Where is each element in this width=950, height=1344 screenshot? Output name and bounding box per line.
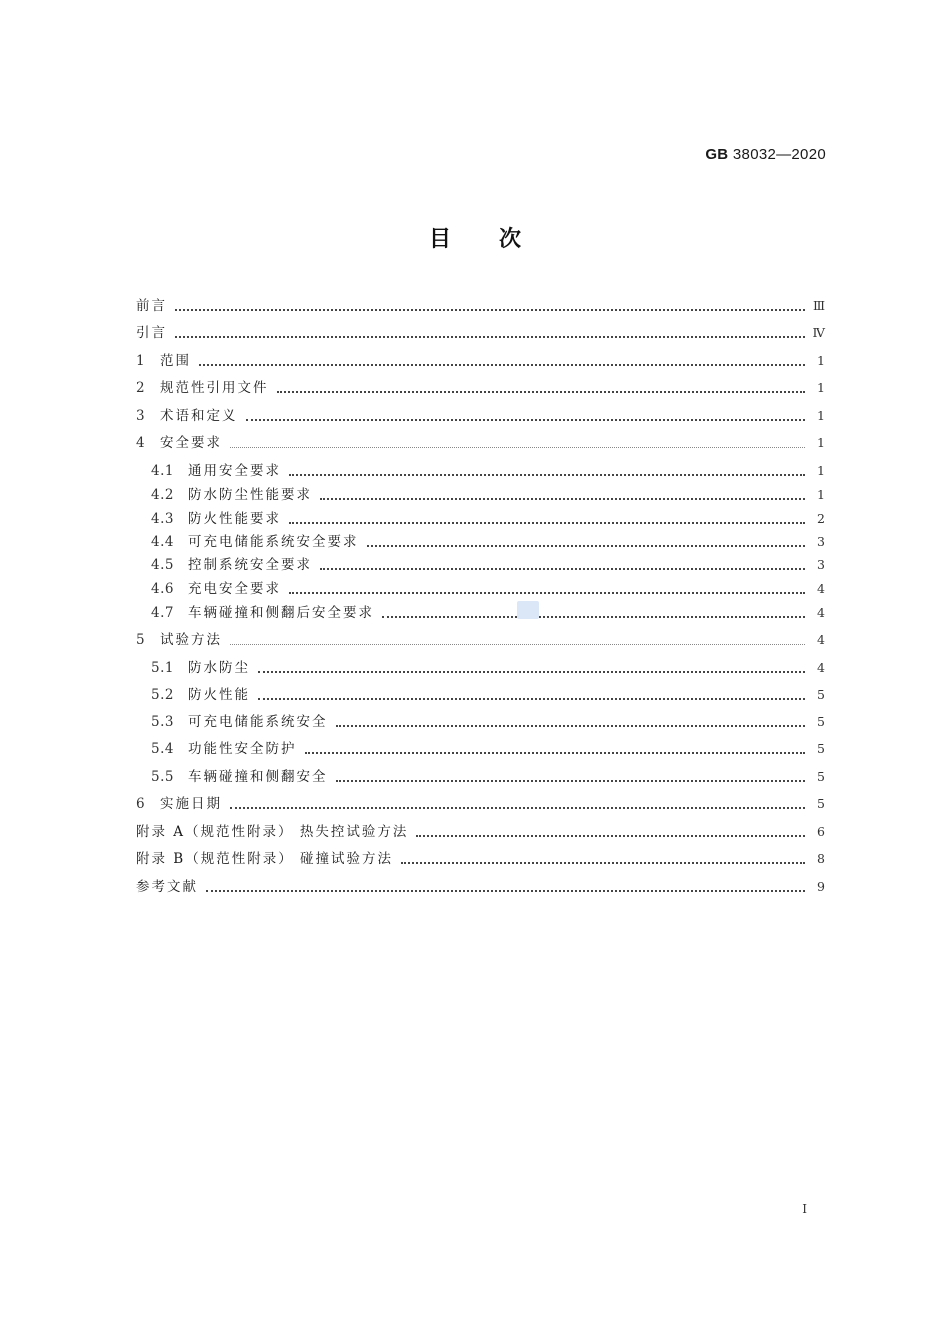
toc-entry-label: 车辆碰撞和侧翻后安全要求 — [188, 605, 374, 621]
toc-entry-number: 4.6 — [151, 581, 174, 597]
toc-entry-label: 通用安全要求 — [188, 463, 281, 479]
toc-leader-dots — [206, 890, 805, 892]
toc-entry-page: 1 — [817, 463, 825, 478]
toc-entry[interactable] — [151, 485, 825, 505]
toc-entry-page: 1 — [817, 380, 825, 395]
toc-entry-page: Ⅳ — [812, 325, 825, 340]
toc-entry-number: 3 — [136, 408, 146, 424]
toc-entry-label: 实施日期 — [160, 796, 222, 812]
toc-entry-page: 4 — [817, 632, 825, 647]
toc-entry-page: 3 — [817, 557, 825, 572]
toc-entry-label: 车辆碰撞和侧翻安全 — [188, 769, 328, 785]
standard-number — [705, 146, 826, 163]
toc-entry-label: 功能性安全防护 — [188, 741, 297, 757]
toc-entry[interactable] — [136, 296, 825, 316]
toc-leader-dots — [175, 336, 805, 338]
toc-entry[interactable] — [136, 351, 825, 371]
toc-entry-page: 8 — [817, 851, 825, 866]
toc-entry-page: 5 — [817, 741, 825, 756]
toc-entry-number: 5 — [136, 632, 146, 648]
standard-prefix: GB — [705, 146, 729, 163]
toc-entry-page: 6 — [817, 824, 825, 839]
toc-leader-dots — [305, 752, 806, 754]
toc-entry[interactable] — [151, 509, 825, 529]
toc-entry[interactable] — [136, 877, 825, 897]
toc-entry-number: 4.1 — [151, 463, 174, 479]
toc-leader-dots — [416, 835, 805, 837]
toc-entry-number: 2 — [136, 380, 146, 396]
toc-entry-number: 1 — [136, 353, 146, 369]
toc-leader-dots — [258, 698, 805, 700]
toc-entry[interactable] — [136, 433, 825, 453]
toc-entry[interactable] — [151, 461, 825, 481]
toc-leader-dots — [246, 419, 806, 421]
toc-entry-page: 1 — [817, 353, 825, 368]
toc-entry-page: 5 — [817, 687, 825, 702]
toc-entry[interactable] — [151, 685, 825, 705]
toc-leader-dots — [320, 568, 805, 570]
toc-leader-dots — [230, 447, 805, 448]
toc-entry-number: 5.3 — [151, 714, 174, 730]
toc-entry-label: 试验方法 — [160, 632, 222, 648]
toc-entry-page: 4 — [817, 660, 825, 675]
toc-entry-number: 5.4 — [151, 741, 174, 757]
toc-entry-page: 4 — [817, 581, 825, 596]
toc-entry-number: 5.2 — [151, 687, 174, 703]
toc-leader-dots — [320, 498, 805, 500]
toc-leader-dots — [199, 364, 805, 366]
toc-entry-label: 规范性引用文件 — [160, 380, 269, 396]
page-title: 目次 — [428, 227, 569, 252]
toc-entry[interactable] — [151, 712, 825, 732]
toc-entry-number: 4.4 — [151, 534, 174, 550]
toc-leader-dots — [367, 545, 806, 547]
toc-leader-dots — [277, 391, 806, 393]
toc-leader-dots — [382, 616, 805, 618]
toc-entry-label: 可充电储能系统安全要求 — [188, 534, 359, 550]
toc-entry-number: 6 — [136, 796, 146, 812]
toc-entry[interactable] — [151, 767, 825, 787]
toc-entry-page: 1 — [817, 487, 825, 502]
toc-leader-dots — [336, 780, 806, 782]
toc-entry-page: 2 — [817, 511, 825, 526]
toc-entry-number: 4.7 — [151, 605, 174, 621]
toc-entry-page: 5 — [817, 714, 825, 729]
toc-entry-label: 防火性能 — [188, 687, 250, 703]
page-number: I — [802, 1202, 807, 1216]
toc-entry[interactable] — [151, 555, 825, 575]
toc-leader-dots — [258, 671, 805, 673]
toc-entry[interactable] — [136, 378, 825, 398]
highlight-mark — [517, 601, 539, 619]
toc-entry-number: 5.5 — [151, 769, 174, 785]
toc-entry-page: 4 — [817, 605, 825, 620]
toc-entry-label: 安全要求 — [160, 435, 222, 451]
toc-entry[interactable] — [151, 658, 825, 678]
toc-entry-label: 前言 — [136, 298, 167, 314]
toc-entry-number: 4 — [136, 435, 146, 451]
toc-leader-dots — [289, 522, 805, 524]
toc-leader-dots — [175, 309, 805, 311]
toc-entry-page: 1 — [817, 435, 825, 450]
toc-entry-label: 术语和定义 — [160, 408, 238, 424]
toc-entry[interactable] — [136, 323, 825, 343]
toc-entry-page: 1 — [817, 408, 825, 423]
toc-entry-label: 附录 B（规范性附录） 碰撞试验方法 — [136, 851, 394, 867]
toc-entry-page: Ⅲ — [812, 298, 825, 313]
toc-entry-number: 5.1 — [151, 660, 174, 676]
toc-leader-dots — [230, 807, 805, 809]
toc-entry-number: 4.3 — [151, 511, 174, 527]
toc-entry[interactable] — [136, 406, 825, 426]
toc-leader-dots — [230, 644, 805, 645]
toc-entry[interactable] — [136, 822, 825, 842]
toc-entry[interactable] — [151, 739, 825, 759]
toc-entry-page: 3 — [817, 534, 825, 549]
toc-entry-label: 附录 A（规范性附录） 热失控试验方法 — [136, 824, 409, 840]
toc-leader-dots — [289, 592, 805, 594]
toc-entry[interactable] — [151, 603, 825, 623]
standard-code: 38032—2020 — [732, 146, 826, 163]
toc-entry-label: 控制系统安全要求 — [188, 557, 312, 573]
toc-entry-page: 9 — [817, 879, 825, 894]
toc-entry[interactable] — [151, 579, 825, 599]
toc-entry-label: 防水防尘性能要求 — [188, 487, 312, 503]
toc-entry-label: 范围 — [160, 353, 191, 369]
toc-entry-label: 引言 — [136, 325, 167, 341]
toc-entry-page: 5 — [817, 796, 825, 811]
toc-entry-number: 4.2 — [151, 487, 174, 503]
toc-entry-label: 充电安全要求 — [188, 581, 281, 597]
toc-leader-dots — [336, 725, 806, 727]
toc-entry[interactable] — [136, 794, 825, 814]
toc-entry-label: 参考文献 — [136, 879, 198, 895]
toc-entry-page: 5 — [817, 769, 825, 784]
toc-entry-label: 可充电储能系统安全 — [188, 714, 328, 730]
toc-entry[interactable] — [136, 630, 825, 650]
toc-entry-label: 防火性能要求 — [188, 511, 281, 527]
toc-entry[interactable] — [136, 849, 825, 869]
toc-entry-label: 防水防尘 — [188, 660, 250, 676]
toc-entry[interactable] — [151, 532, 825, 552]
toc-entry-number: 4.5 — [151, 557, 174, 573]
toc-leader-dots — [401, 862, 805, 864]
toc-leader-dots — [289, 474, 805, 476]
